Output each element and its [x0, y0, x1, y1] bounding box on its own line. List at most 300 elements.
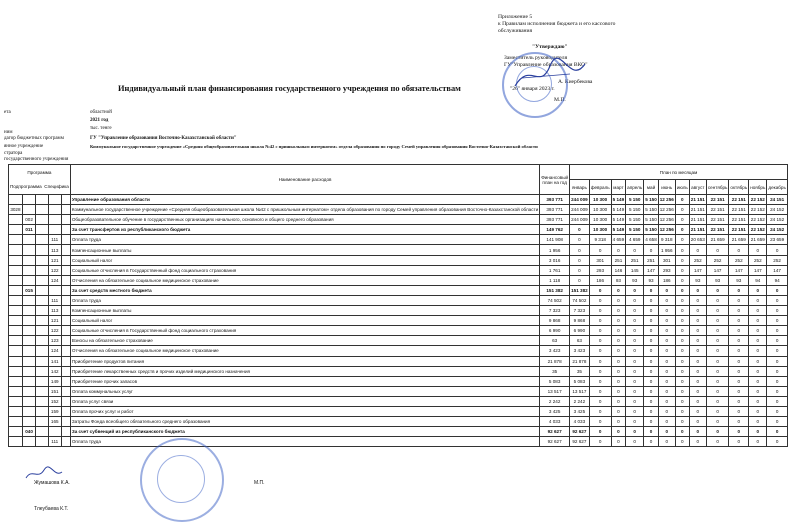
month-value-cell: 0	[706, 437, 729, 447]
month-value-cell: 0	[626, 295, 644, 305]
code-specific-cell: 165	[48, 417, 61, 427]
month-value-cell: 5 150	[644, 205, 659, 215]
code-blank-cell	[61, 326, 70, 336]
month-value-cell: 20 653	[689, 235, 706, 245]
month-value-cell: 0	[675, 396, 689, 406]
meta-row-5-label: янное учреждение	[4, 144, 44, 149]
month-value-cell: 0	[658, 366, 675, 376]
header-program-label: Программа	[27, 169, 52, 175]
code-program-cell	[22, 386, 35, 396]
annual-plan-cell: 13 517	[540, 386, 570, 396]
code-blank-cell	[61, 245, 70, 255]
month-value-cell: 0	[729, 346, 749, 356]
month-value-cell: 0	[611, 376, 626, 386]
code-subprogram-cell	[36, 285, 48, 295]
month-value-cell: 252	[749, 255, 767, 265]
month-value-cell: 0	[729, 285, 749, 295]
month-value-cell: 0	[767, 245, 787, 255]
month-value-cell: 146	[611, 265, 626, 275]
month-value-cell: 0	[749, 245, 767, 255]
month-value-cell: 12 256	[658, 215, 675, 225]
expense-name-cell: За счет трансфертов из республиканского бюджета	[70, 225, 539, 235]
annual-plan-cell: 3 425	[540, 406, 570, 416]
code-admin-cell	[9, 427, 23, 437]
code-subprogram-cell	[36, 427, 48, 437]
month-value-cell: 0	[644, 406, 659, 416]
month-value-cell: 0	[658, 376, 675, 386]
month-value-cell: 0	[644, 356, 659, 366]
month-value-cell: 0	[689, 326, 706, 336]
month-value-cell: 0	[611, 326, 626, 336]
code-admin-cell	[9, 406, 23, 416]
month-value-cell: 0	[729, 306, 749, 316]
code-specific-cell: 122	[48, 326, 61, 336]
expense-name-cell: Оплата коммунальных услуг	[70, 386, 539, 396]
month-value-cell: 0	[589, 285, 611, 295]
code-blank-cell	[61, 356, 70, 366]
code-specific-cell: 124	[48, 346, 61, 356]
expense-name-cell: Приобретение продуктов питания	[70, 356, 539, 366]
month-value-cell: 22 151	[706, 225, 729, 235]
month-value-cell: 0	[658, 326, 675, 336]
code-program-cell	[22, 205, 35, 215]
month-value-cell: 0	[706, 285, 729, 295]
expense-name-cell: Социальные отчисления в Государственный фонд социального страхования	[70, 326, 539, 336]
expense-name-cell: Приобретение лекарственных средств и прочих изделий медицинского назначения	[70, 366, 539, 376]
month-value-cell: 0	[749, 346, 767, 356]
month-value-cell: 0	[749, 396, 767, 406]
code-blank-cell	[61, 215, 70, 225]
month-header: май	[644, 180, 659, 195]
month-value-cell: 5 150	[644, 215, 659, 225]
month-value-cell: 147	[644, 265, 659, 275]
month-value-cell: 21 878	[570, 356, 590, 366]
annual-plan-cell: 141 908	[540, 235, 570, 245]
month-value-cell: 0	[589, 386, 611, 396]
month-value-cell: 5 149	[611, 225, 626, 235]
month-value-cell: 13 517	[570, 386, 590, 396]
month-value-cell: 0	[749, 356, 767, 366]
month-value-cell: 293	[658, 265, 675, 275]
code-subprogram-cell	[36, 346, 48, 356]
month-value-cell: 5 150	[626, 205, 644, 215]
month-value-cell: 147	[729, 265, 749, 275]
month-value-cell: 0	[749, 316, 767, 326]
code-program-cell	[22, 336, 35, 346]
month-value-cell: 0	[611, 386, 626, 396]
month-value-cell: 0	[767, 396, 787, 406]
month-value-cell: 0	[749, 366, 767, 376]
month-value-cell: 0	[570, 245, 590, 255]
expense-name-cell: За счет средств местного бюджета	[70, 285, 539, 295]
code-admin-cell	[9, 265, 23, 275]
month-value-cell: 0	[729, 376, 749, 386]
month-value-cell: 5 149	[611, 205, 626, 215]
code-specific-cell: 121	[48, 255, 61, 265]
month-value-cell: 0	[689, 427, 706, 437]
code-subprogram-cell	[36, 366, 48, 376]
month-value-cell: 9 318	[589, 235, 611, 245]
code-blank-cell	[61, 235, 70, 245]
month-value-cell: 0	[644, 316, 659, 326]
code-blank-cell	[61, 376, 70, 386]
month-header: ноябрь	[749, 180, 767, 195]
code-admin-cell	[9, 235, 23, 245]
meta-row-2-value: 2021 год	[90, 118, 109, 123]
code-blank-cell	[61, 427, 70, 437]
month-value-cell: 0	[729, 427, 749, 437]
code-admin-cell	[9, 376, 23, 386]
month-value-cell: 0	[626, 346, 644, 356]
month-value-cell: 0	[626, 316, 644, 326]
month-value-cell: 0	[644, 386, 659, 396]
annual-plan-cell: 5 083	[540, 376, 570, 386]
month-value-cell: 251	[626, 255, 644, 265]
month-value-cell: 0	[658, 295, 675, 305]
code-program-cell	[22, 366, 35, 376]
month-value-cell: 0	[644, 336, 659, 346]
month-value-cell: 0	[589, 396, 611, 406]
month-value-cell: 0	[675, 295, 689, 305]
month-value-cell: 0	[589, 417, 611, 427]
code-program-cell	[22, 346, 35, 356]
month-value-cell: 147	[767, 265, 787, 275]
month-value-cell: 0	[767, 356, 787, 366]
table-row	[9, 417, 788, 427]
table-row	[9, 396, 788, 406]
expense-name-cell: Оплата труда	[70, 437, 539, 447]
code-admin-cell	[9, 255, 23, 265]
code-subprogram-cell	[36, 215, 48, 225]
month-value-cell: 0	[729, 366, 749, 376]
code-blank-cell	[61, 366, 70, 376]
month-value-cell: 0	[729, 316, 749, 326]
header-annual-plan: Финансовый план на год	[540, 165, 570, 195]
code-blank-cell	[61, 255, 70, 265]
code-admin-cell	[9, 386, 23, 396]
expense-name-cell: Социальный налог	[70, 255, 539, 265]
code-subprogram-cell	[36, 386, 48, 396]
month-value-cell: 63	[570, 336, 590, 346]
month-value-cell: 0	[675, 225, 689, 235]
code-admin-cell	[9, 346, 23, 356]
code-subprogram-cell	[36, 195, 48, 205]
month-value-cell: 0	[729, 356, 749, 366]
code-subprogram-cell	[36, 417, 48, 427]
month-value-cell: 93	[644, 275, 659, 285]
month-value-cell: 0	[767, 346, 787, 356]
annual-plan-cell: 2 242	[540, 396, 570, 406]
month-header: март	[611, 180, 626, 195]
code-specific-cell: 151	[48, 386, 61, 396]
month-value-cell: 0	[767, 386, 787, 396]
month-value-cell: 0	[729, 396, 749, 406]
code-program-cell	[22, 406, 35, 416]
month-value-cell: 0	[689, 356, 706, 366]
annual-plan-cell: 74 502	[540, 295, 570, 305]
code-subprogram-cell	[36, 316, 48, 326]
code-subprogram-cell	[36, 295, 48, 305]
month-value-cell: 0	[589, 306, 611, 316]
month-value-cell: 0	[729, 326, 749, 336]
code-specific-cell	[48, 427, 61, 437]
month-value-cell: 0	[589, 366, 611, 376]
month-header: август	[689, 180, 706, 195]
month-header: июнь	[658, 180, 675, 195]
month-value-cell: 0	[767, 316, 787, 326]
month-value-cell: 0	[729, 406, 749, 416]
month-value-cell: 1 956	[658, 245, 675, 255]
month-value-cell: 0	[729, 386, 749, 396]
annual-plan-cell: 6 990	[540, 326, 570, 336]
month-value-cell: 0	[658, 346, 675, 356]
code-blank-cell	[61, 195, 70, 205]
code-program-cell: 011	[22, 225, 35, 235]
month-value-cell: 0	[626, 386, 644, 396]
month-value-cell: 0	[589, 295, 611, 305]
month-value-cell: 0	[611, 306, 626, 316]
month-value-cell: 0	[626, 406, 644, 416]
month-value-cell: 0	[729, 336, 749, 346]
month-header: декабрь	[767, 180, 787, 195]
month-value-cell: 0	[706, 386, 729, 396]
month-value-cell: 94	[749, 275, 767, 285]
meta-row-6-label: стратора	[4, 151, 23, 156]
month-value-cell: 244 009	[570, 195, 590, 205]
month-value-cell: 0	[767, 295, 787, 305]
meta-row-7-label: государственного учреждения	[4, 157, 69, 162]
table-row	[9, 255, 788, 265]
signature-2-name: Тлеубаева К.Т.	[34, 506, 69, 512]
month-value-cell: 0	[729, 295, 749, 305]
expense-name-cell: Оплата прочих услуг и работ	[70, 406, 539, 416]
month-value-cell: 0	[689, 437, 706, 447]
approval-position: Заместитель руководителя	[504, 55, 568, 61]
code-subprogram-cell	[36, 265, 48, 275]
month-value-cell: 0	[749, 376, 767, 386]
annual-plan-cell: 393 771	[540, 215, 570, 225]
month-value-cell: 0	[611, 346, 626, 356]
month-value-cell: 0	[706, 366, 729, 376]
code-subprogram-cell	[36, 306, 48, 316]
annual-plan-cell: 92 627	[540, 437, 570, 447]
month-value-cell: 0	[611, 437, 626, 447]
month-value-cell: 4 033	[570, 417, 590, 427]
month-value-cell: 0	[675, 275, 689, 285]
month-value-cell: 0	[658, 406, 675, 416]
meta-row-4-label: ним	[4, 130, 13, 135]
month-value-cell: 0	[675, 215, 689, 225]
month-value-cell: 0	[689, 336, 706, 346]
table-row	[9, 275, 788, 285]
month-value-cell: 0	[626, 417, 644, 427]
table-row	[9, 326, 788, 336]
month-value-cell: 0	[689, 285, 706, 295]
meta-row-3-value: тыс. тенге	[90, 126, 112, 131]
month-value-cell: 10 300	[589, 205, 611, 215]
month-value-cell: 244 009	[570, 215, 590, 225]
month-value-cell: 0	[675, 265, 689, 275]
code-specific-cell: 111	[48, 235, 61, 245]
month-value-cell: 0	[658, 427, 675, 437]
month-value-cell: 2 242	[570, 396, 590, 406]
month-value-cell: 0	[675, 255, 689, 265]
month-value-cell: 0	[589, 406, 611, 416]
month-value-cell: 0	[626, 306, 644, 316]
meta-row-1-value: областной	[90, 110, 112, 115]
month-value-cell: 93	[706, 275, 729, 285]
annual-plan-cell: 1 956	[540, 245, 570, 255]
month-value-cell: 251	[644, 255, 659, 265]
signature-mp: М.П.	[254, 480, 265, 486]
month-value-cell: 0	[767, 427, 787, 437]
code-blank-cell	[61, 275, 70, 285]
month-value-cell: 7 323	[570, 306, 590, 316]
code-program-cell	[22, 245, 35, 255]
annual-plan-cell: 4 033	[540, 417, 570, 427]
annual-plan-cell: 9 868	[540, 316, 570, 326]
month-value-cell: 0	[706, 406, 729, 416]
month-value-cell: 0	[589, 316, 611, 326]
expense-name-cell: Компенсационные выплаты	[70, 245, 539, 255]
page-title: Индивидуальный план финансирования государственного учреждения по обязательствам	[118, 84, 461, 93]
header-codes	[9, 165, 71, 180]
month-value-cell: 0	[675, 316, 689, 326]
code-program-cell	[22, 376, 35, 386]
annual-plan-cell: 92 627	[540, 427, 570, 437]
header-subprogram-label: Подпрограмма	[10, 184, 42, 190]
month-value-cell: 10 300	[589, 225, 611, 235]
month-value-cell: 0	[767, 406, 787, 416]
month-value-cell: 12 256	[658, 195, 675, 205]
month-value-cell: 0	[689, 376, 706, 386]
month-value-cell: 0	[689, 366, 706, 376]
month-value-cell: 0	[675, 346, 689, 356]
annual-plan-cell: 393 771	[540, 195, 570, 205]
month-value-cell: 0	[675, 205, 689, 215]
month-value-cell: 0	[626, 427, 644, 437]
month-value-cell: 5 149	[611, 195, 626, 205]
month-value-cell: 24 152	[767, 205, 787, 215]
month-value-cell: 145	[626, 265, 644, 275]
month-value-cell: 12 256	[658, 225, 675, 235]
month-value-cell: 10 300	[589, 215, 611, 225]
header-name: Наименование расходов	[70, 165, 539, 195]
annual-plan-cell: 3 016	[540, 255, 570, 265]
annual-plan-cell: 7 323	[540, 306, 570, 316]
month-value-cell: 21 151	[689, 205, 706, 215]
code-admin-cell	[9, 225, 23, 235]
code-program-cell	[22, 235, 35, 245]
code-admin-cell	[9, 316, 23, 326]
code-program-cell	[22, 326, 35, 336]
month-value-cell: 0	[626, 366, 644, 376]
month-value-cell: 5 149	[611, 215, 626, 225]
code-blank-cell	[61, 316, 70, 326]
annual-plan-cell: 1 118	[540, 275, 570, 285]
month-value-cell: 0	[626, 245, 644, 255]
month-value-cell: 5 150	[644, 195, 659, 205]
expense-name-cell: Коммунальное государственное учреждение «Средняя общеобразовательная школа №42 с пришкольным интернатом» отдела образования по городу Семей управления образования Восточно-Казахстанской области	[70, 205, 539, 215]
month-value-cell: 0	[658, 396, 675, 406]
month-value-cell: 0	[589, 356, 611, 366]
code-program-cell	[22, 316, 35, 326]
month-value-cell: 6 990	[570, 326, 590, 336]
annual-plan-cell: 393 771	[540, 205, 570, 215]
code-specific-cell	[48, 215, 61, 225]
meta-row-1-label: ета	[4, 110, 11, 115]
month-value-cell: 0	[749, 386, 767, 396]
month-value-cell: 0	[675, 376, 689, 386]
month-value-cell: 21 151	[689, 225, 706, 235]
table-row	[9, 195, 788, 205]
month-value-cell: 0	[658, 417, 675, 427]
code-specific-cell: 141	[48, 356, 61, 366]
month-value-cell: 0	[589, 376, 611, 386]
month-value-cell: 0	[689, 295, 706, 305]
code-blank-cell	[61, 295, 70, 305]
month-value-cell: 5 150	[644, 225, 659, 235]
table-row	[9, 205, 788, 215]
code-subprogram-cell	[36, 437, 48, 447]
code-admin-cell	[9, 437, 23, 447]
month-value-cell: 0	[675, 306, 689, 316]
expense-name-cell: Отчисления на обязательное социальное медицинское страхование	[70, 275, 539, 285]
month-header: апрель	[626, 180, 644, 195]
month-value-cell: 0	[749, 326, 767, 336]
code-specific-cell: 149	[48, 376, 61, 386]
code-program-cell	[22, 275, 35, 285]
month-value-cell: 5 150	[626, 195, 644, 205]
month-value-cell: 0	[689, 306, 706, 316]
header-monthly-plan: План по месяцам	[570, 165, 788, 180]
code-blank-cell	[61, 306, 70, 316]
code-blank-cell	[61, 265, 70, 275]
code-specific-cell: 124	[48, 275, 61, 285]
month-value-cell: 0	[626, 285, 644, 295]
month-value-cell: 0	[611, 245, 626, 255]
annual-plan-cell: 21 878	[540, 356, 570, 366]
appendix-block	[498, 14, 698, 35]
meta-row-5-value: Коммунальное государственное учреждение «Средняя общеобразовательная школа №42 с пришкольным интернатом» отдела образования по городу Семей управления образования Восточно-Казахстанской области	[90, 144, 538, 149]
code-program-cell	[22, 437, 35, 447]
expense-name-cell: Оплата труда	[70, 295, 539, 305]
month-value-cell: 0	[644, 306, 659, 316]
month-value-cell: 0	[767, 306, 787, 316]
month-value-cell: 0	[658, 336, 675, 346]
table-row	[9, 306, 788, 316]
code-subprogram-cell	[36, 235, 48, 245]
month-header: февраль	[589, 180, 611, 195]
code-specific-cell	[48, 205, 61, 215]
code-admin-cell	[9, 306, 23, 316]
month-value-cell: 0	[689, 346, 706, 356]
annual-plan-cell: 151 382	[540, 285, 570, 295]
table-row	[9, 336, 788, 346]
code-admin-cell	[9, 336, 23, 346]
month-value-cell: 21 659	[749, 235, 767, 245]
expense-name-cell: Общеобразовательное обучение в государственных организациях начального, основного и общего среднего образования	[70, 215, 539, 225]
month-value-cell: 21 151	[689, 195, 706, 205]
month-header: октябрь	[729, 180, 749, 195]
month-value-cell: 0	[658, 285, 675, 295]
month-value-cell: 21 659	[706, 235, 729, 245]
annual-plan-cell: 35	[540, 366, 570, 376]
annual-plan-cell: 63	[540, 336, 570, 346]
month-value-cell: 0	[570, 255, 590, 265]
code-blank-cell	[61, 205, 70, 215]
table-row	[9, 437, 788, 447]
